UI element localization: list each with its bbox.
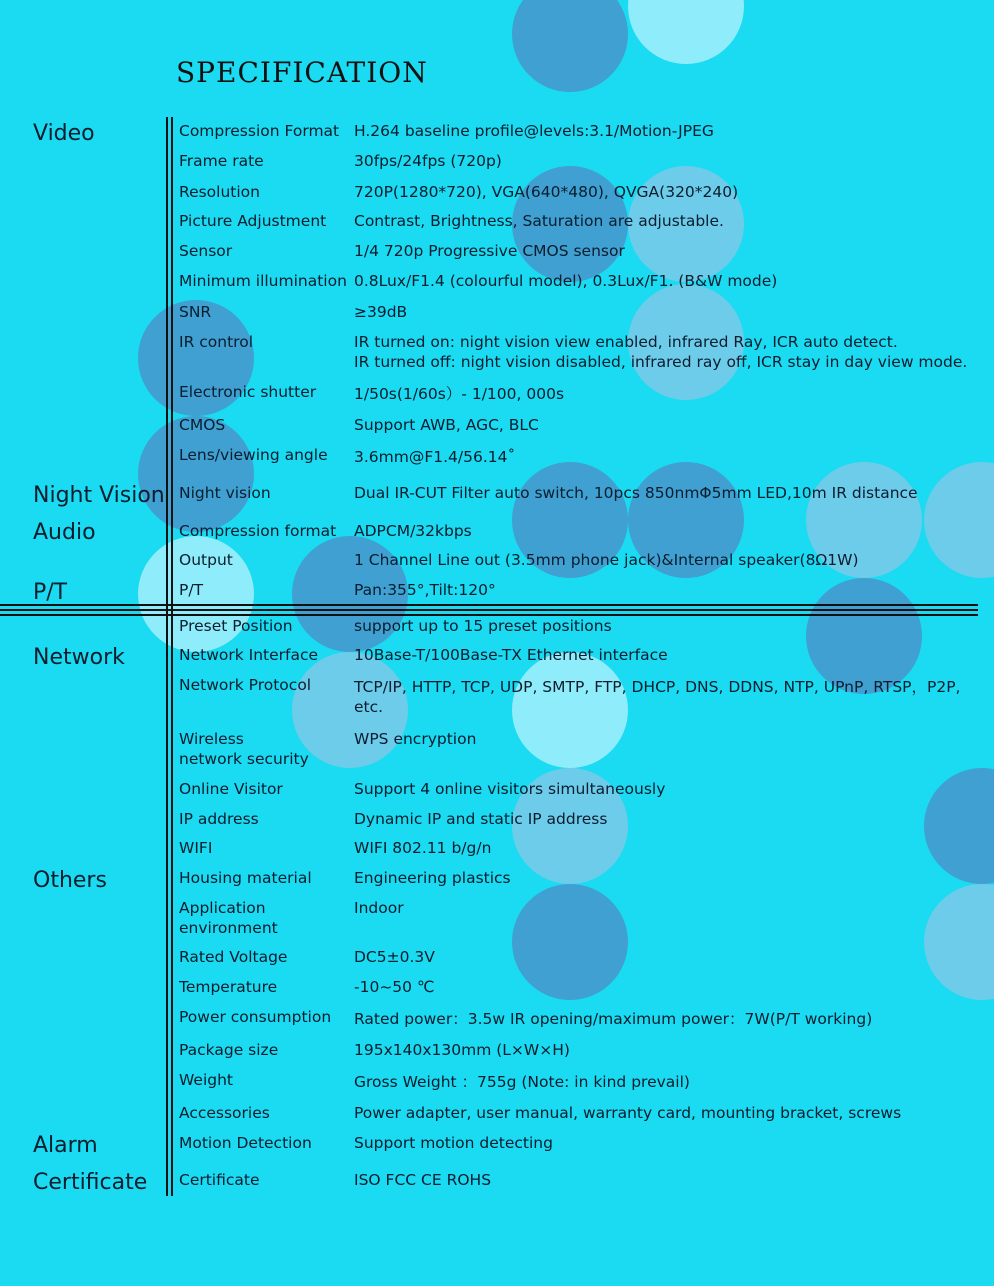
spec-value: Dynamic IP and static IP address — [354, 810, 608, 828]
spec-value: WIFI 802.11 b/g/n — [354, 839, 492, 857]
spec-label: Temperature — [179, 978, 278, 996]
spec-value: 720P(1280*720), VGA(640*480), QVGA(320*240) — [354, 183, 739, 201]
spec-label: Minimum illumination — [179, 272, 347, 290]
spec-label: Housing material — [179, 869, 312, 887]
page-title: SPECIFICATION — [176, 56, 428, 89]
spec-label: SNR — [179, 303, 212, 321]
category-audio: Audio — [33, 520, 96, 545]
spec-value: Indoor — [354, 899, 404, 917]
category-others: Others — [33, 868, 107, 893]
spec-label: Online Visitor — [179, 780, 283, 798]
category-network: Network — [33, 645, 125, 670]
spec-label: WIFI — [179, 839, 213, 857]
spec-value: WPS encryption — [354, 730, 477, 748]
spec-label: IP address — [179, 810, 259, 828]
spec-value: 10Base-T/100Base-TX Ethernet interface — [354, 646, 668, 664]
spec-value: ISO FCC CE ROHS — [354, 1171, 492, 1189]
spec-label: CMOS — [179, 416, 226, 434]
category-pt: P/T — [33, 580, 68, 605]
spec-value: Rated power：3.5w IR opening/maximum power：7W(P/T working) — [354, 1010, 873, 1028]
spec-value: 195x140x130mm (L×W×H) — [354, 1041, 570, 1059]
spec-value: 1 Channel Line out (3.5mm phone jack)&Internal speaker(8Ω1W) — [354, 551, 859, 569]
spec-value: 1/4 720p Progressive CMOS sensor — [354, 242, 625, 260]
spec-label: Preset Position — [179, 617, 293, 635]
spec-label: Electronic shutter — [179, 383, 317, 401]
horizontal-rule — [0, 604, 978, 606]
spec-value: Dual IR-CUT Filter auto switch, 10pcs 850nmΦ5mm LED,10m IR distance — [354, 484, 918, 502]
spec-value: H.264 baseline profile@levels:3.1/Motion-JPEG — [354, 122, 714, 140]
spec-label: Sensor — [179, 242, 233, 260]
vertical-rule — [166, 117, 168, 1196]
spec-value: IR turned on: night vision view enabled, infrared Ray, ICR auto detect. IR turned off: night vision disabled, infrared ray off, ICR stay in day view mode. — [354, 333, 968, 371]
spec-label: Application environment — [179, 899, 278, 937]
category-video: Video — [33, 121, 95, 146]
spec-label: Package size — [179, 1041, 279, 1059]
spec-label: Network Protocol — [179, 676, 312, 694]
spec-label: Compression format — [179, 522, 337, 540]
spec-value: Gross Weight ：755g (Note: in kind prevail) — [354, 1073, 690, 1091]
spec-value: Contrast, Brightness, Saturation are adjustable. — [354, 212, 724, 230]
spec-value: 0.8Lux/F1.4 (colourful model), 0.3Lux/F1. (B&W mode) — [354, 272, 778, 290]
spec-value: Pan:355°,Tilt:120° — [354, 581, 496, 599]
category-night-vision: Night Vision — [33, 483, 165, 508]
spec-value: 3.6mm@F1.4/56.14˚ — [354, 448, 516, 466]
spec-value: Support motion detecting — [354, 1134, 553, 1152]
spec-value: Engineering plastics — [354, 869, 511, 887]
spec-value: DC5±0.3V — [354, 948, 435, 966]
spec-label: Resolution — [179, 183, 260, 201]
decor-circle — [512, 884, 628, 1000]
spec-label: IR control — [179, 333, 253, 351]
spec-label: Motion Detection — [179, 1134, 312, 1152]
spec-label: Weight — [179, 1071, 234, 1089]
spec-value: Support AWB, AGC, BLC — [354, 416, 539, 434]
horizontal-rule — [0, 609, 978, 611]
spec-label: Compression Format — [179, 122, 340, 140]
spec-label: Output — [179, 551, 233, 569]
spec-label: Wireless network security — [179, 730, 309, 768]
decor-circle — [924, 884, 994, 1000]
spec-value: Power adapter, user manual, warranty card, mounting bracket, screws — [354, 1104, 902, 1122]
spec-label: Certificate — [179, 1171, 260, 1189]
decor-circle — [924, 768, 994, 884]
decor-circle — [512, 0, 628, 92]
spec-label: P/T — [179, 581, 204, 599]
spec-label: Power consumption — [179, 1008, 332, 1026]
spec-label: Rated Voltage — [179, 948, 288, 966]
spec-label: Night vision — [179, 484, 271, 502]
spec-value: TCP/IP, HTTP, TCP, UDP, SMTP, FTP, DHCP, DNS, DDNS, NTP, UPnP, RTSP，P2P, etc. — [354, 678, 961, 716]
decor-circle — [628, 0, 744, 64]
category-alarm: Alarm — [33, 1133, 98, 1158]
category-certificate: Certificate — [33, 1170, 148, 1195]
spec-value: 1/50s(1/60s）- 1/100, 000s — [354, 385, 565, 403]
spec-value: support up to 15 preset positions — [354, 617, 612, 635]
spec-label: Lens/viewing angle — [179, 446, 328, 464]
vertical-rule — [171, 117, 173, 1196]
spec-value: ADPCM/32kbps — [354, 522, 472, 540]
spec-label: Picture Adjustment — [179, 212, 327, 230]
spec-label: Network Interface — [179, 646, 319, 664]
spec-value: ≥39dB — [354, 303, 408, 321]
spec-value: Support 4 online visitors simultaneously — [354, 780, 666, 798]
spec-value: -10~50 ℃ — [354, 978, 435, 996]
spec-label: Frame rate — [179, 152, 264, 170]
decor-circle — [924, 462, 994, 578]
spec-label: Accessories — [179, 1104, 270, 1122]
spec-value: 30fps/24fps (720p) — [354, 152, 502, 170]
